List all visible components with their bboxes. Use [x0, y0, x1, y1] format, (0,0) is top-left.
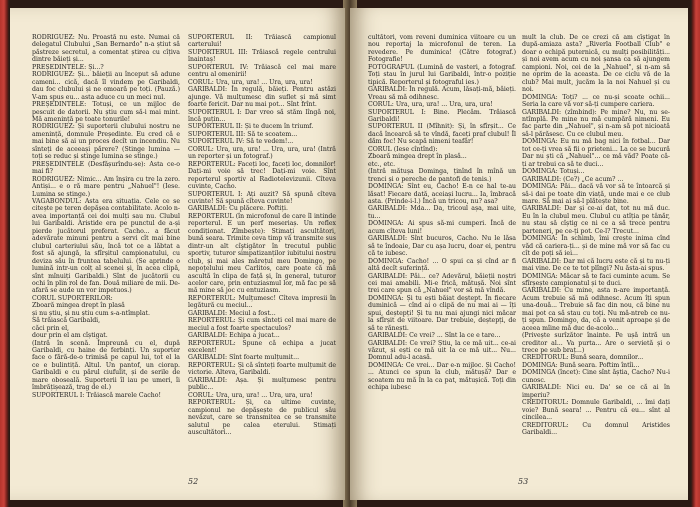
text-paragraph: DOMINGA: Totuși...	[522, 168, 585, 176]
text-paragraph: GARIBALDI: Nici eu. Da' se ce că ai în imperiu?	[522, 384, 670, 399]
text-paragraph: GARIBALDI: În regulă, băieți. Pentru astăzi ajunge. Vă mulțumesc din suflet și mă simt foarte fericit. Dar nu mai pot... Sînt frînt.	[188, 86, 336, 109]
text-paragraph: PREȘEDINTELE: Și...?	[32, 63, 104, 71]
text-paragraph: DOMINGA: Sînt eu, Cacho! E-n ce hal te-au lăsat! Fiecare dată, aceiași lucru... Ia, îmbracă asta. (Prinde-i-l.) Încă un tricou, nu? asa?	[368, 183, 516, 205]
text-paragraph: GARIBALDI: Ce vrei? Știu, la ce mă uit... ce-ai văzut, și ești ce mă uit la ce mă uit... Nu... Domnul adu-l acasă.	[368, 339, 516, 362]
text-paragraph: VAGABONDUL: Asta era situația. Cele ce se citește pe teren depășea contabilitate. Acolo n-avea importanță cei doi mulți sau nu. Clubul lui Garibaldi. Aristide era pe punctul de a-și pierde jucătorul preferat. Cacho... a făcut adevărate minuni pentru a servi cît mai bine clubul carteriului său, încă tot ce a lăbtat a fost să ajungă, la sfîrșitul campionatului, cu deviza său în fruntea tabelului. (Se aprinde o lumină intr-un colț al scenei și, în acea clipă, sînt mînuiți Garibaldi.) Sînt de jucătorii cu ochi în plin rol de fan. Două miliare de mii. De-afară se aude un vor impetuos.)	[32, 197, 180, 295]
right-page-column-2	[522, 34, 670, 464]
text-paragraph: CORUL SUPORTERILOR:	[32, 294, 113, 302]
text-paragraph: DOMINGA: În schimb, îmi crește inima cînd văd că cariera-ți... și de mine mă vor să fac cu cît de poți să iei...	[522, 235, 670, 258]
text-paragraph: REPORTERUL: Și că sînteți foarte mulțumit de victorie. Alteva, Garibaldi.	[188, 361, 336, 377]
text-paragraph: GARIBALDI: Așa. Și mulțumesc pentru public...	[188, 376, 336, 392]
text-paragraph: CORUL: Ura, ura, ura! ... Ura, ura, ura!	[188, 78, 313, 86]
text-paragraph: SUPORTERUL I: Trăiască marele Cacho!	[32, 391, 161, 399]
text-paragraph: RODRIGUEZ: Și suporterii clubului nostru ne amenință, domnule Președinte. Eu cred că e mai bine să ai un proces decît un incendiu. Nu sînteți de aceeași părere? (Stinge lumina — toți se reduc și stinge lumina se stinge.)	[32, 123, 180, 161]
text-paragraph: REPORTERUL: Și, ca ultime cuvinte, campionul ne depășește de publicul său nevăzut, care se transmitea ce se transmite salutul pe calea eterului. Stimați auscultători...	[188, 399, 336, 437]
text-paragraph: DOMINGA: Bună seara. Poftim întîi...	[522, 361, 640, 369]
right-page-column-1	[368, 34, 516, 464]
text-paragraph: DOMINGA: Toți? ... ce nu-și scoate ochii... Seria la care vă vor să-ți cumpere cariera.	[522, 93, 670, 109]
text-paragraph: Zboară mingea drept în plasă	[32, 302, 125, 310]
text-paragraph: DOMINGA: Eu nu mă bag nici în fotbal... Dar tot ce-ți vrea să fii o prieteni... La ce se bucură Dar nu ști că „Nahuel"... ce mă văd? Poate că-ți ar trebui ca să te duci...	[522, 138, 670, 168]
text-paragraph: SUPORTERUL IV: Să te vedem!...	[188, 138, 294, 146]
text-paragraph: GARIBALDI: Sînt foarte mulțumit...	[188, 354, 300, 362]
text-paragraph: DOMINGA: Măcar să te faci cuminte acum. Se sfîrșește campionatul și te duci.	[522, 272, 670, 287]
text-paragraph: GARIBALDI: Echipa a jucat...	[188, 332, 280, 340]
text-paragraph: CORUL: Ura, ura, ura! ... Ura, ura, ura! (Intră un reporter și un fotograf.)	[188, 145, 336, 161]
text-paragraph: cultători, vom reveni duminica viitoare cu un nou reportaj la microfonul de teren. La revedere. Pe duminica! (Către fotograf.) Fotografie!	[368, 34, 516, 64]
text-paragraph: REPORTERUL (în microfonul de care îl intinde reporterul. E un perf meseriaș. Un reflex condiționat. Zîmbește): Stimați ascultători, bună seara. Trimite ceva timp vă transmite sus dintr-un alt cîştigător în trecutul public sportiv, tuturor simpatizanților iubitului nostru club, și mai ales mărețul meu Domingo, pe nepoțelului meu Carlitos, care poate că mă ascultă în clipa de față și, în general, tuturor acelor care, prin entuziasmul lor, mă fac pe să mă mine să joc cu entuziasm.	[188, 212, 336, 295]
text-paragraph: DOMINGA (încet): Cine sînt ăștia, Cacho? Nu-i cunosc.	[522, 369, 670, 384]
text-paragraph: PREȘEDINTELE: Totuși, ce un mijloc de pescuit de datorii. Nu știu cum să-i mai mint. Mă amenință pe toate tonurile!	[32, 101, 180, 123]
text-paragraph: CREDITORUL: Cu domnul Aristides Garibaldi...	[522, 421, 670, 437]
text-paragraph: FOTOGRAFUL (Lumină de vasteri, a fotograf. Toți stau în jurul lui Garibaldi, într-o poziție tipică. Reporterul și fotograful ies.)	[368, 63, 516, 86]
text-paragraph: REPORTERUL: Și cum sînteți cel mai mare de meciul a fost foarte spectaculos?	[188, 317, 336, 332]
text-paragraph: DOMINGA: Ai spus să-mi cumperi. Încă de acum cîteva luni!	[368, 220, 516, 235]
text-paragraph: DOMINGA: Cacho! ... O spui ca și cînd ar fi altă decît suferință.	[368, 257, 516, 273]
text-paragraph: GARIBALDI: (zîmbind): Pe mine? Nu, nu se-ntîmplă. Pe mine nu mă cumpără nimeni. Eu fac parte din „Nahuel", și n-am să pot nicioată să-l părăsesc. Cu ce clubul meu.	[522, 108, 670, 138]
text-paragraph: CORUL: Ura, ura, ura! ... Ura, ura, ura!	[188, 391, 313, 399]
text-paragraph: mult la club. De ce crezi că am cîștigat în după-amiaza asta? „Riverla Football Club" e doar o echipă puternică, cu mulți posibilități... și noi avem acum cu noi șansa ca să ajungem campioni. Noi, cei de la „Nahuel", și n-am să ne oprim de la aceasta. De ce ciclu vă de la club? Mai mult, jucăm la la noi Nahuel și cu noi.	[522, 34, 670, 94]
text-paragraph: REPORTERUL: Mulțumesc! Cîteva impresii în legătură cu meciul...	[188, 294, 336, 310]
text-paragraph: SUPORTERUL II (Mîhnit): Și, în sfîrșit... Ce dacă încearcă să te vîndă, faceți praf clubul! Îl dăm foc! Nu scapă nimeni teafăr!	[368, 123, 516, 146]
text-paragraph: GARIBALDI: (Ce?) „Ce acum? ...	[522, 175, 624, 183]
text-paragraph: GARIBALDI: Dar și ce-ai dat, tot nu mă duc. Eu în la clubul meu. Clubul cu atîția pe tânăr, nu stau să cîștig ce ni ce a să trece pentru parteneri, pe ce-ți pot. Ce-l? Trecut...	[522, 205, 670, 235]
text-paragraph: SUPORTERUL III: Să te scoatem...	[188, 130, 298, 138]
text-paragraph: SUPORTERUL I: Dar vreo să stăm lîngă noi, încă puțin...	[188, 108, 336, 123]
text-paragraph: etc., etc.	[368, 160, 396, 168]
right-page-number: 53	[518, 477, 529, 486]
text-paragraph: RODRIGUEZ: Și... băieții au început să adune cameni... cică, dacă îl vindem pe Garibaldi, dau foc clubului și ne omoară pe toți. (Pauză.) V-am spus eu... asta aduce cu un meci nul.	[32, 71, 180, 101]
left-page-column-1	[32, 34, 180, 464]
text-paragraph: SUPORTERUL I: Ați auzit? Să spună cîteva cuvinte! Să spună cîteva cuvinte!	[188, 190, 336, 205]
text-paragraph: REPORTERUL: Faceți loc, faceți loc, domnilor! Dați-mi voie să trec! Dați-mi voie. Sînt reporterul sportiv al Radiotelevizunii. Cîteva cuvinte, Cacho.	[188, 160, 336, 191]
left-page-column-2	[188, 34, 336, 464]
text-paragraph: RODRIGUEZ: Nimic... Am înșira cu tre la zero. Antiși... e o ră mare pentru „Nahuel"! (Iese. Lumina se stinge.)	[32, 175, 180, 198]
text-paragraph: SUPORTERUL II: Și te ducem în triumf.	[188, 123, 314, 131]
text-paragraph: RODRIGUEZ: Nu. Proastă nu este. Numai că delegatul Clubului „San Bernardo" n-a știut să păstreze secretul, a comentat știrea cu cîțiva dintre băieți și...	[32, 34, 180, 64]
text-paragraph: SUPORTERUL III: Trăiască regele centrului înaintaș!	[188, 48, 336, 64]
text-paragraph: CORUL (Iese cîntînd):	[368, 145, 438, 153]
text-paragraph: Să trăiască Garibaldi,	[32, 317, 101, 325]
text-paragraph: CREDITORUL: Domnule Garibaldi, ... îmi dați voie? Bună seara! ... Pentru că eu... sînt al cincilea...	[522, 399, 670, 422]
left-page-number: 52	[188, 477, 199, 486]
text-paragraph: CREDITORUL: Bună seara, domnilor...	[522, 354, 644, 362]
text-paragraph: GARIBALDI: Cu mine, asta n-are importanță. Acum trebuie să mă odihnesc. Acum îți spun una-două... Trebuie să fac din nou, că bine nu mai pot ca să stau cu toți. Nu mă-ntreb ce nu-ți spun. Domingo, da, că a venit aproape și de aceea mîine mă duc de-acolo...	[522, 287, 670, 332]
text-paragraph: GARIBALDI: Dar mi că lucru este că și tu nu-ți mai vine. De ce te tot plîngi? Nu ăsta-ai spus.	[522, 257, 670, 273]
text-paragraph: PREȘEDINTELE (Desfășurîndu-se): Asta ce-o mai fi?	[32, 160, 180, 176]
left-page	[10, 8, 345, 500]
text-paragraph: SUPORTERUL II: Trăiască campionul carterului!	[188, 34, 336, 49]
text-paragraph: și nu știu, și nu știu cum s-a-ntîmplat.	[32, 309, 150, 317]
text-paragraph: GARIBALDI: În regulă. Acum, lăsați-mă, băieți. Vreau să mă odihnesc.	[368, 86, 516, 101]
text-paragraph: GARIBALDI: Mda... Da, tricoul așa, mai uite, tu...	[368, 205, 516, 220]
text-paragraph: DOMINGA: Și tu ești băiat deștept. În fiecare duminică — cînd ai o clipă de nu mai ai — îți spui, deștepți! Și tu nu mai ajungi nici măcar la sfîrșit de viitoare. Dar trebuie, deștepți, de să te rănești.	[368, 294, 516, 332]
text-paragraph: SUPORTERUL IV: Trăiască cel mai mare centru al omenirii!	[188, 63, 336, 79]
text-paragraph: CORUL: Ura, ura, ura! ... Ura, ura, ura!	[368, 101, 493, 109]
text-paragraph: GARIBALDI: Sînt bucuros, Cacho. Nu le lăsa să te îndoaie, Dar cu așa lucru, doar ei, pentru că te iubesc.	[368, 235, 516, 258]
text-paragraph: dour prin el am cîștigat.	[32, 332, 108, 340]
text-paragraph: (Intră în scenă. Împreună cu el, după Garibaldi, cu haine de ferbinți. Un suporter face o fără-de-o trimisă pe capul lui, tot el la ce e bulintiță. Altul. Un pantof, un ciorap. Garibaldi e cu părul ciufulit, și de serile de mare oboseală. Suporterii îl iau pe umeri, îi îmbrățișează, trag de el.)	[32, 339, 180, 392]
text-paragraph: GARIBALDI: Ce vrei? ... Sînt la ce e tare...	[368, 332, 501, 340]
text-paragraph: GARIBALDI: Păi... ce? Adevărul, băieții noștri cei mai amabili. Mi-e frică, mătușă. Noi sînt trei care spun că „Nahuel" vor să mă vîndă.	[368, 272, 516, 295]
text-paragraph: Zboară mingea drept în plasă...	[368, 153, 467, 161]
text-paragraph: căci prin el,	[32, 324, 70, 332]
right-page	[350, 8, 688, 500]
text-paragraph: (Intră mătușa Dominga, ținînd în mînă un trenci și o pereche de pantofi de tenis.)	[368, 168, 516, 183]
text-paragraph: GARIBALDI: Cu plăcere. Poftiți.	[188, 205, 288, 213]
text-paragraph: DOMINGA: Păi... dacă vă vor să te întoarcă și să-i dai pe toate din viață, unde mai e ce club mare. Să mai ai să-l plătește bine.	[522, 183, 670, 205]
text-paragraph: DOMINGA: Ce vrei... Dar e-n mijloc. Și Cacho! ... Atunci ce spun la club, mătușă? Dar e scoatem nu mă în la ca pat, mătușică. Toți din echipa iubesc	[368, 361, 516, 392]
text-paragraph: GARIBALDI: Meciul a fost...	[188, 309, 276, 317]
text-paragraph: (Privește surîzător înainte. Pe ușă intră un creditor al... Va purta... Are o servietă și o trece pe sub braț...)	[522, 332, 670, 355]
text-paragraph: SUPORTERUL I: Bine. Plecăm. Trăiască Garibaldi!	[368, 108, 516, 123]
text-paragraph: REPORTERUL: Spune că echipa a jucat excelent!	[188, 339, 336, 355]
